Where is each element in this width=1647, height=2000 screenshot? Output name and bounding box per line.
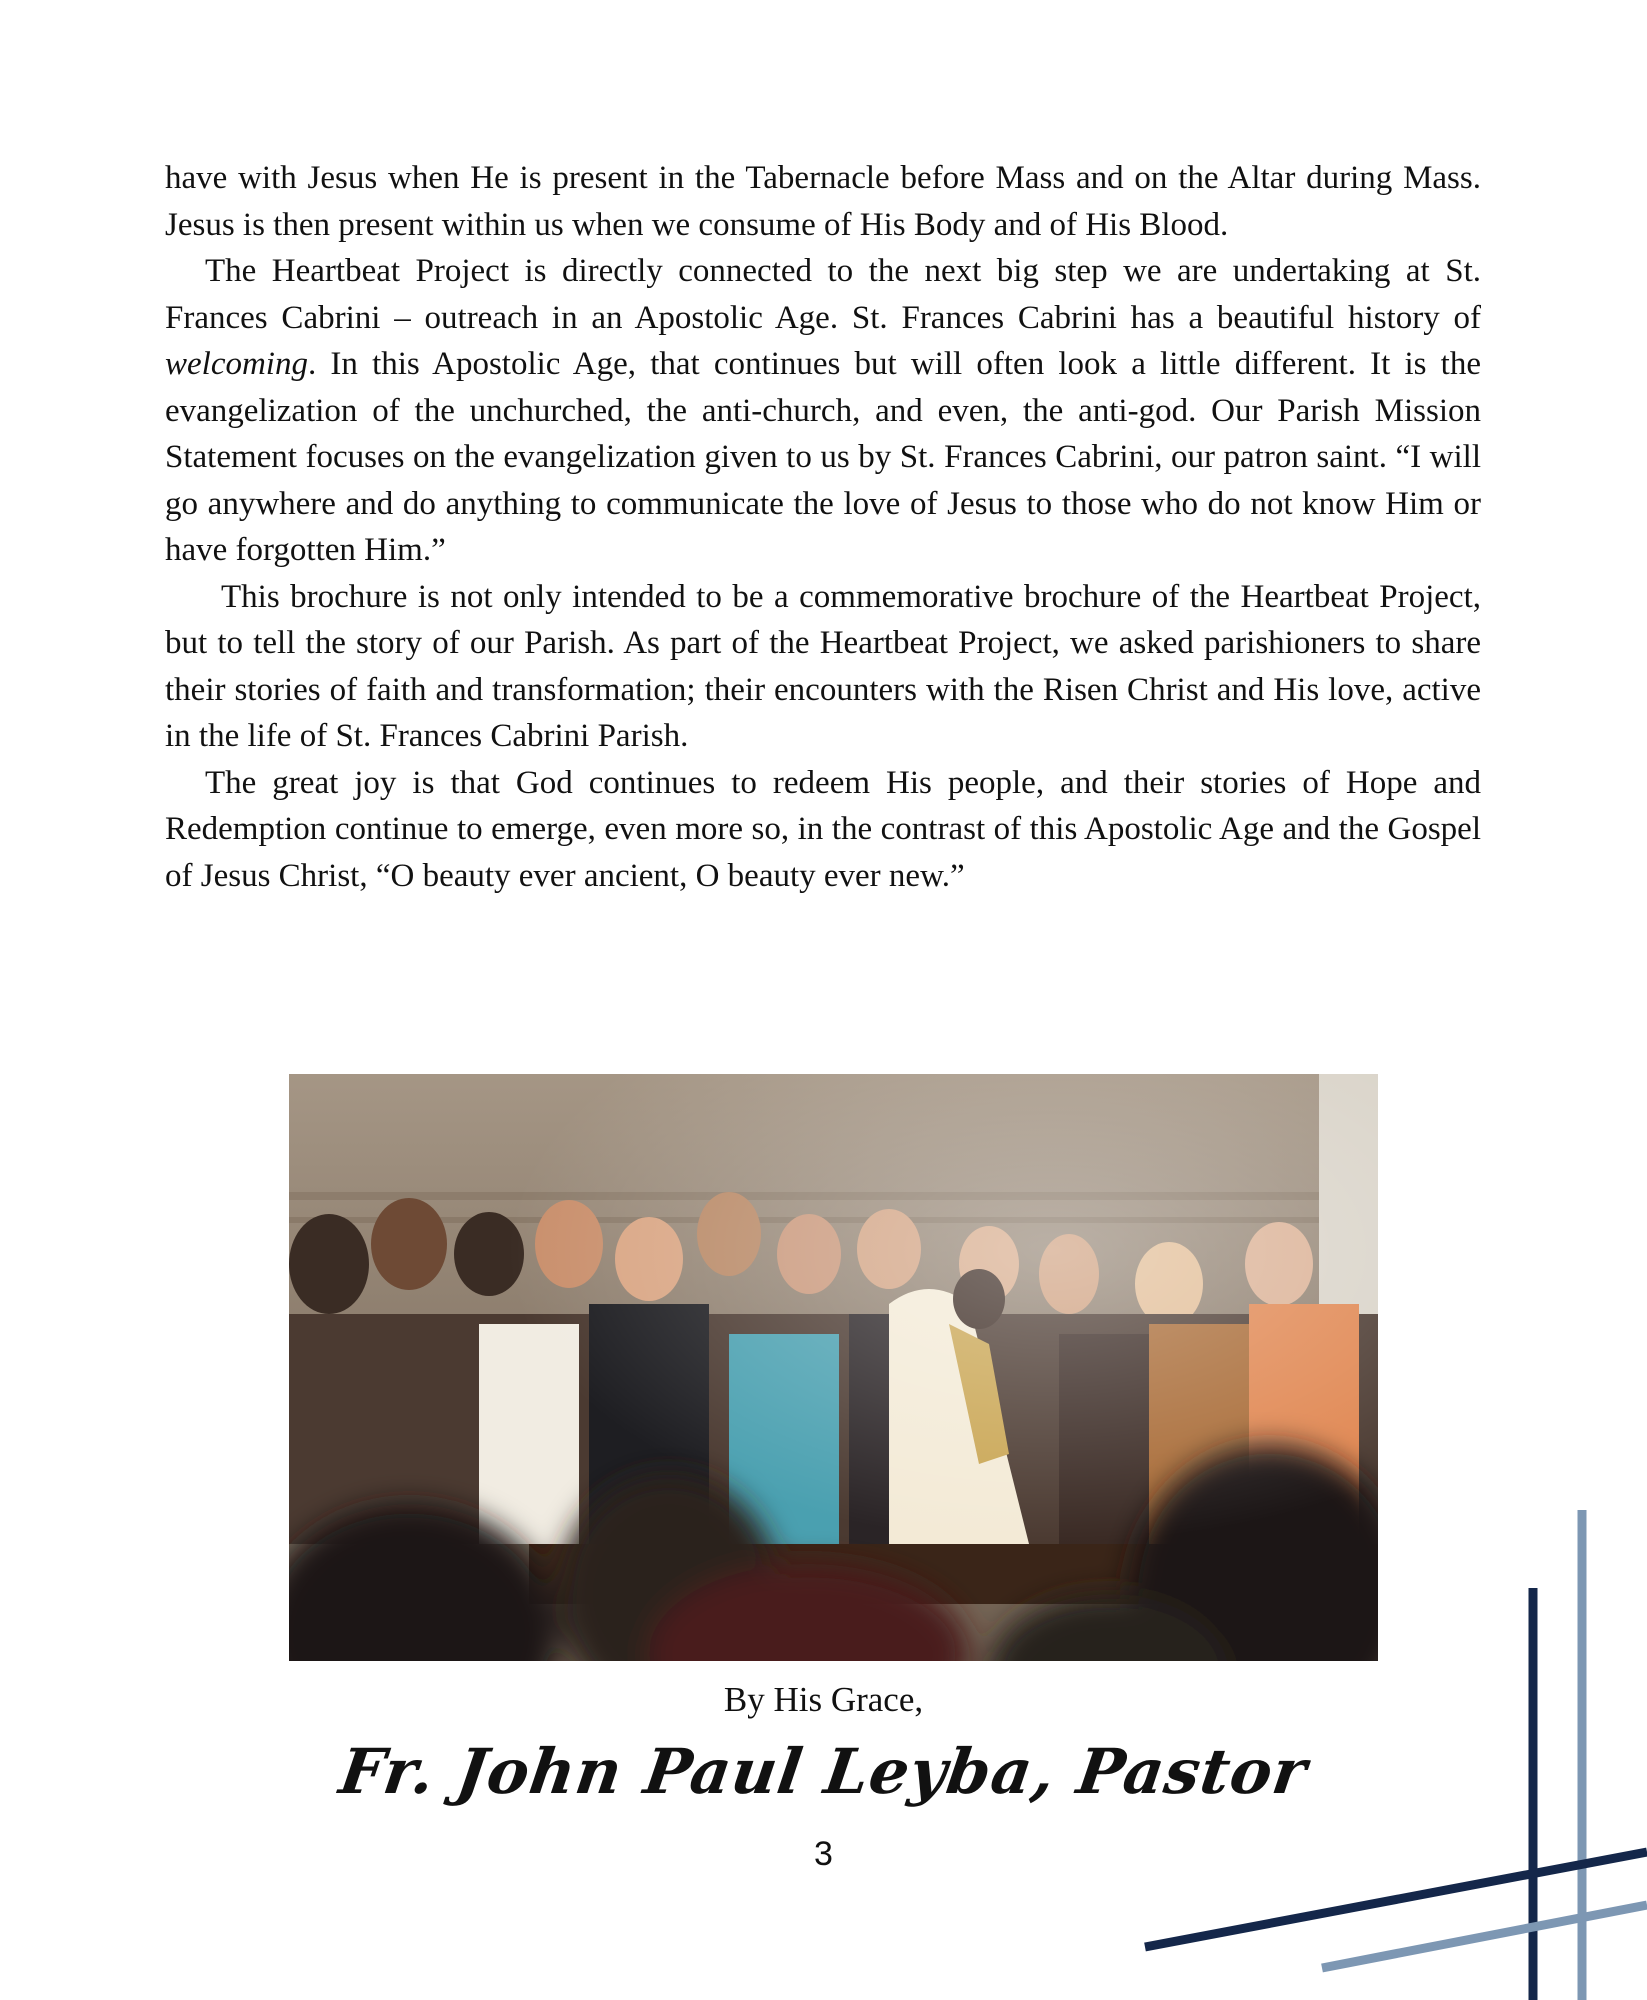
deco-line-steel-diagonal — [1322, 1905, 1647, 1968]
congregation-blessing-photo — [289, 1074, 1378, 1661]
paragraph-2-text-b: . In this Apostolic Age, that continues but will often look a little different. It is the evangelization of the unchurched, the anti-church, and even, the anti-god. Our Parish Mission Statement focuses on the evangelization given to us by St. Frances Cabrini, our patron saint. “I will go anywhere and do anything to communicate the love of Jesus to those who do not know Him or have forgotten Him.” — [165, 346, 1481, 568]
closing-salutation: By His Grace, — [723, 1680, 924, 1719]
paragraph-4: The great joy is that God continues to redeem His people, and their stories of Hope and Redemption continue to emerge, even more so, in the contrast of this Apostolic Age and the Gospel of Jesus Christ, “O beauty ever ancient, O beauty ever new.” — [165, 764, 1481, 894]
body-text — [165, 155, 1481, 899]
photo-illustration — [289, 1074, 1378, 1661]
paragraph-1: have with Jesus when He is present in the Tabernacle before Mass and on the Altar during Mass. Jesus is then present within us when we consume of His Body and of His Blood. — [165, 160, 1481, 243]
page-number: 3 — [814, 1835, 833, 1873]
paragraph-2-emphasis: welcoming — [165, 346, 308, 382]
paragraph-2-text-a: The Heartbeat Project is directly connected to the next big step we are undertaking at St. Frances Cabrini – outreach in an Apostolic Age. St. Frances Cabrini has a beautiful history of — [165, 253, 1481, 336]
paragraph-2 — [165, 248, 1481, 574]
paragraph-3: This brochure is not only intended to be a commemorative brochure of the Heartbeat Project, but to tell the story of our Parish. As part of the Heartbeat Project, we asked parishioners to share their stories of faith and transformation; their encounters with the Risen Christ and His love, active in the life of St. Frances Cabrini Parish. — [165, 578, 1481, 754]
pastor-signature: Fr. John Paul Leyba, Pastor — [335, 1735, 1312, 1808]
